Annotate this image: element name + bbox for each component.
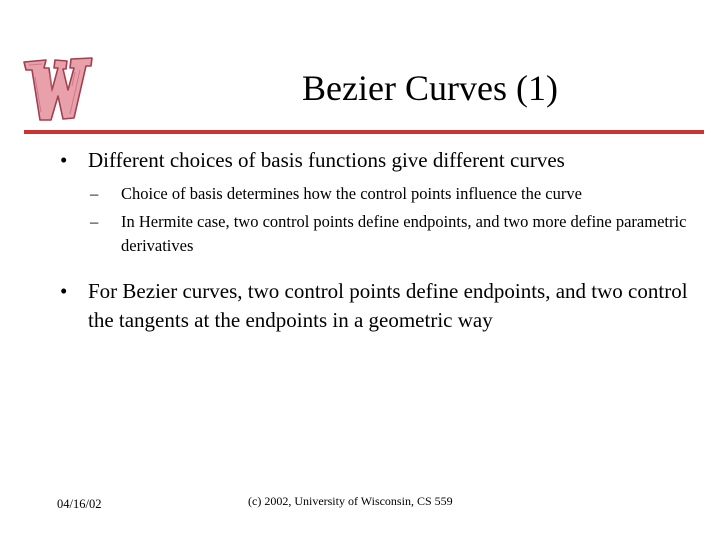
sub-bullet-hermite-case [90, 210, 690, 258]
sub-bullet-text: In Hermite case, two control points define endpoints, and two more define parametric derivatives [121, 212, 687, 255]
sub-bullet-list [90, 182, 690, 258]
bullet-basis-functions [60, 146, 690, 175]
title-divider [24, 130, 704, 134]
sub-bullet-choice-of-basis [90, 182, 690, 206]
slide-body [60, 146, 690, 335]
bullet-bezier-curves [60, 277, 690, 335]
wisconsin-w-logo-icon [20, 52, 94, 124]
sub-bullet-text: Choice of basis determines how the control points influence the curve [121, 184, 582, 203]
dash-mark: – [90, 184, 99, 203]
bullet-mark: • [60, 279, 68, 303]
bullet-text: Different choices of basis functions give different curves [88, 148, 565, 172]
slide-footer: (c) 2002, University of Wisconsin, CS 559 [248, 494, 453, 508]
bullet-text: For Bezier curves, two control points define endpoints, and two control the tangents at the endpoints in a geometric way [88, 279, 688, 332]
dash-mark: – [90, 212, 99, 231]
slide-date: 04/16/02 [57, 497, 102, 511]
slide-title: Bezier Curves (1) [302, 68, 558, 108]
bullet-mark: • [60, 148, 68, 172]
